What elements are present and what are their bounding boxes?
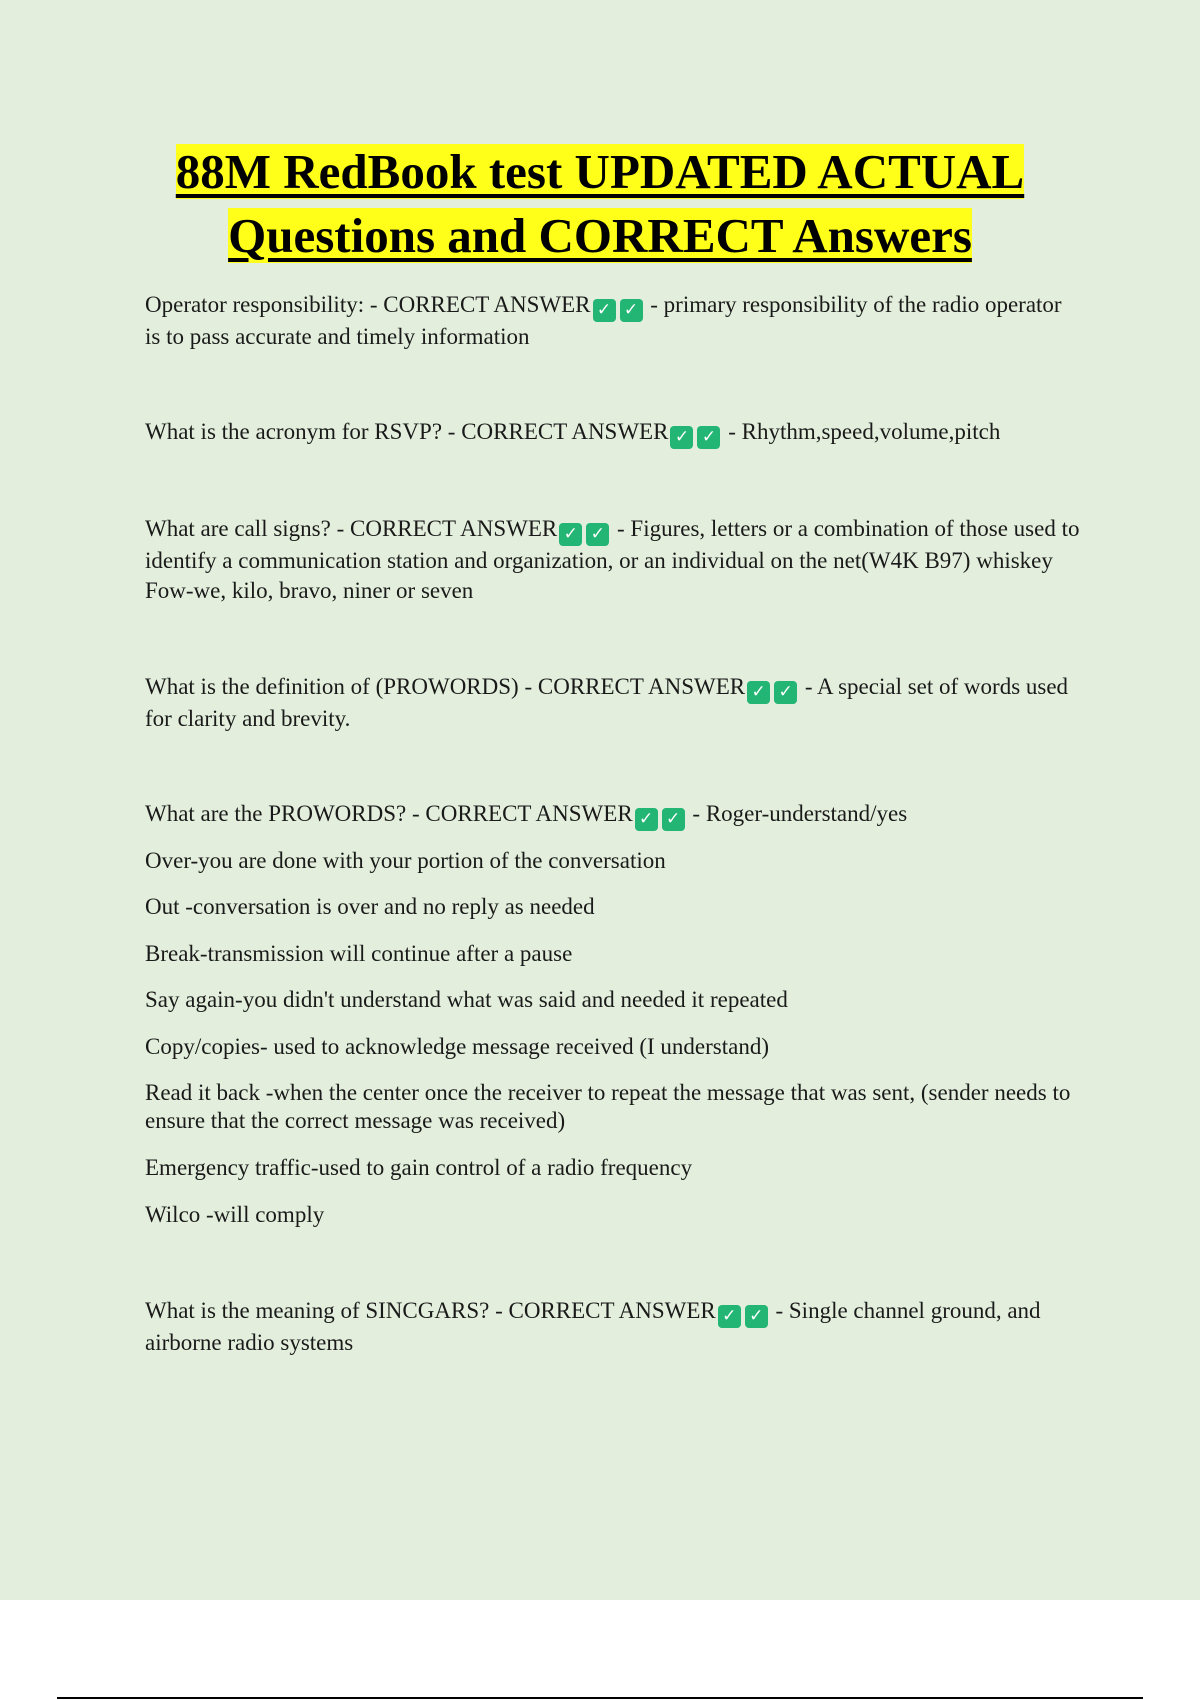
question-text: What is the acronym for RSVP? (145, 419, 443, 444)
question-text: What is the definition of (PROWORDS) (145, 674, 519, 699)
correct-answer-label: - CORRECT ANSWER (336, 516, 558, 541)
title-line-1: 88M RedBook test UPDATED ACTUAL (175, 144, 1025, 199)
question-text: What are call signs? (145, 516, 331, 541)
correct-answer-label: - CORRECT ANSWER (412, 801, 633, 826)
checkmark-icon: ✓ (745, 1305, 768, 1328)
qa-item-rsvp (145, 417, 1080, 449)
answer-text: - A special set of words used for clarity and brevity. (145, 674, 1069, 731)
checkmark-icon: ✓ (593, 299, 616, 322)
checkmark-icon: ✓ (559, 523, 582, 546)
qa-item-prowords-definition (145, 672, 1080, 734)
qa-item-operator-responsibility (145, 290, 1080, 352)
checkmark-icon: ✓ (718, 1305, 741, 1328)
correct-answer-label: - CORRECT ANSWER (447, 419, 669, 444)
checkmark-icon: ✓ (662, 808, 685, 831)
question-text: What is the meaning of SINCGARS? (145, 1298, 490, 1323)
qa-item-sincgars (145, 1296, 1080, 1358)
checkmark-icon: ✓ (620, 299, 643, 322)
answer-text: - Figures, letters or a combination of those used to identify a communication station and organization, or an individual on the net(W4K B97) whiskey Fow-we, kilo, bravo, niner or seven (145, 516, 1080, 603)
correct-answer-label: - CORRECT ANSWER (524, 674, 746, 699)
checkmark-icon: ✓ (697, 426, 720, 449)
page-footer-divider (57, 1697, 1143, 1699)
checkmark-icon: ✓ (747, 681, 770, 704)
checkmark-icon: ✓ (635, 808, 658, 831)
question-text: Operator responsibility: (145, 292, 365, 317)
correct-answer-label: - CORRECT ANSWER (369, 292, 591, 317)
answer-text: - Single channel ground, and airborne radio systems (145, 1298, 1041, 1355)
correct-answer-label: - CORRECT ANSWER (495, 1298, 716, 1323)
proword-item: Wilco -will comply (145, 1202, 325, 1227)
answer-text: - Roger-understand/yes (692, 801, 908, 826)
qa-item-call-signs (145, 514, 1080, 606)
proword-item: Over-you are done with your portion of the conversation (145, 848, 666, 873)
proword-item: Say again-you didn't understand what was said and needed it repeated (145, 987, 788, 1012)
checkmark-icon: ✓ (586, 523, 609, 546)
checkmark-icon: ✓ (670, 426, 693, 449)
checkmark-icon: ✓ (774, 681, 797, 704)
title-line-2: Questions and CORRECT Answers (228, 208, 972, 263)
question-text: What are the PROWORDS? (145, 801, 407, 826)
proword-item: Read it back -when the center once the receiver to repeat the message that was sent, (sender needs to ensure that the correct message was received) (145, 1080, 1071, 1133)
answer-text: - primary responsibility of the radio operator is to pass accurate and timely information (145, 292, 1062, 349)
proword-item: Break-transmission will continue after a pause (145, 941, 573, 966)
proword-item: Copy/copies- used to acknowledge message received (I understand) (145, 1034, 769, 1059)
proword-item: Emergency traffic-used to gain control of a radio frequency (145, 1155, 693, 1180)
proword-item: Out -conversation is over and no reply as needed (145, 894, 595, 919)
qa-item-prowords-list (145, 799, 1080, 831)
answer-text: - Rhythm,speed,volume,pitch (728, 419, 1001, 444)
document-title (0, 140, 1200, 268)
